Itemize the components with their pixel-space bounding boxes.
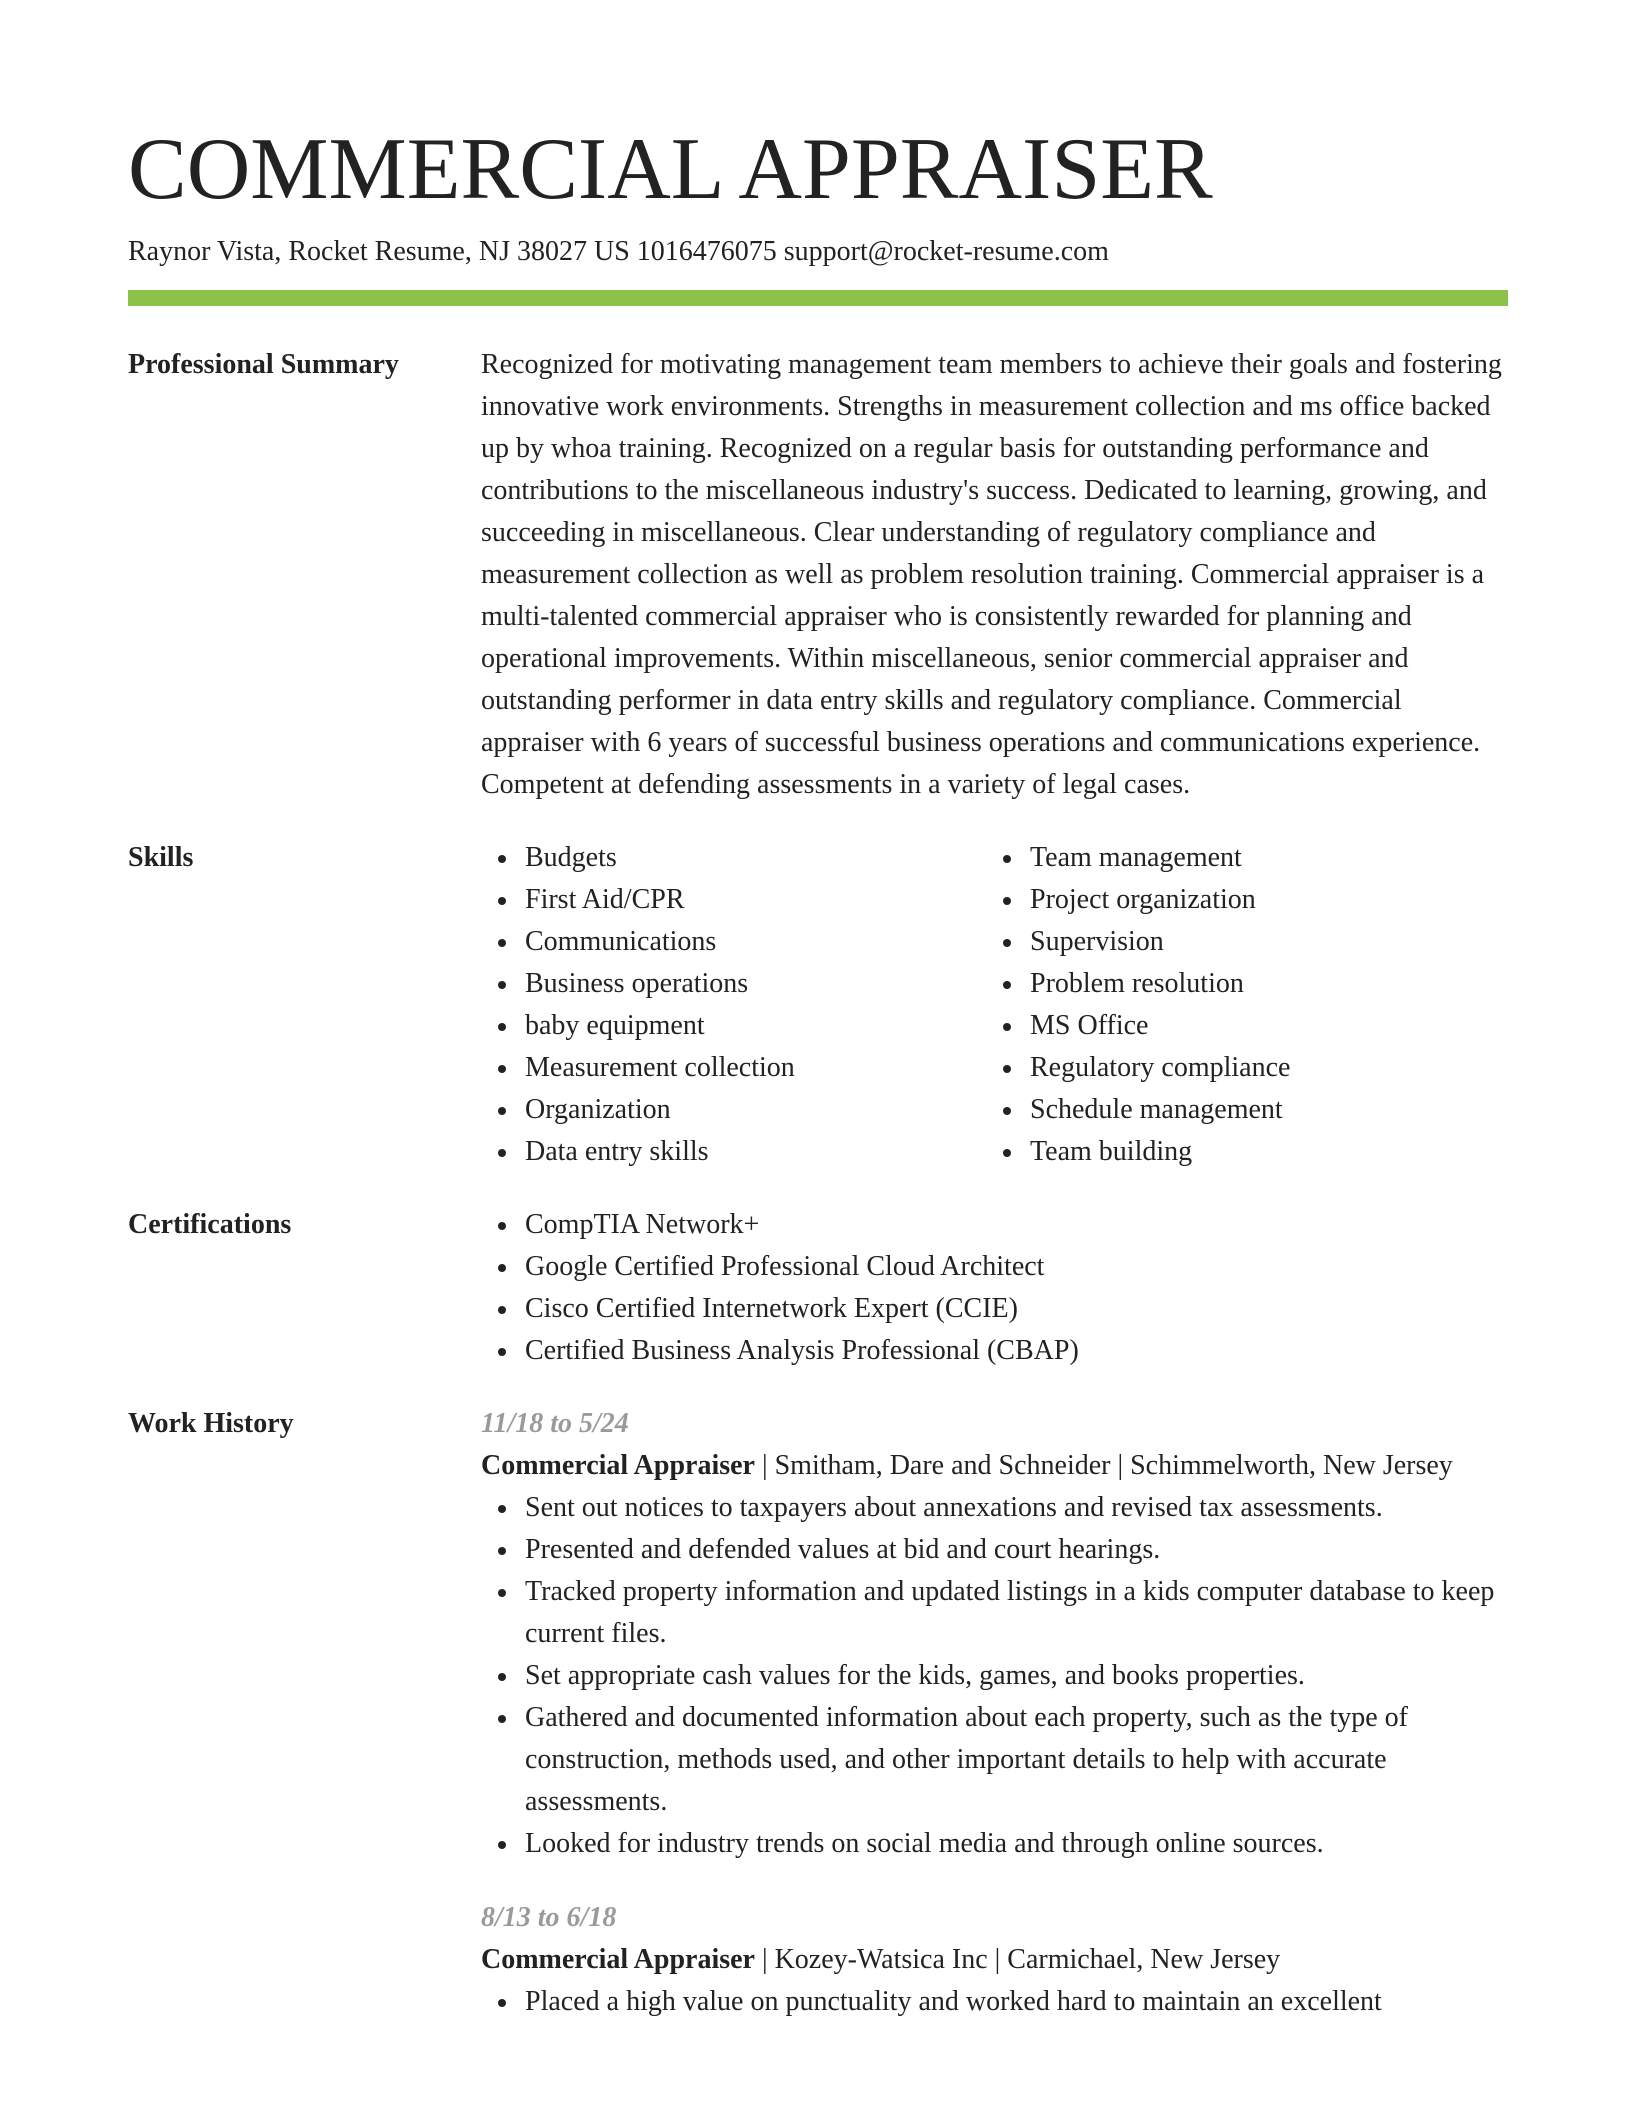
work-history-heading: Work History	[128, 1408, 294, 1439]
list-item: baby equipment	[525, 1005, 986, 1047]
list-item: Project organization	[1030, 879, 1491, 921]
list-item: Supervision	[1030, 921, 1491, 963]
list-item: Certified Business Analysis Professional (CBAP)	[525, 1330, 1508, 1372]
job-dates: 8/13 to 6/18	[481, 1902, 617, 1933]
certifications-list	[481, 1204, 1508, 1372]
job-title: Commercial Appraiser	[481, 1944, 755, 1975]
list-item: Sent out notices to taxpayers about annexations and revised tax assessments.	[525, 1487, 1508, 1529]
certifications-section	[128, 1204, 1508, 1372]
list-item: Presented and defended values at bid and court hearings.	[525, 1529, 1508, 1571]
job-entry	[481, 1403, 1508, 1865]
work-history-section	[128, 1403, 1508, 2023]
accent-divider	[128, 290, 1508, 306]
skills-heading: Skills	[128, 842, 194, 873]
job-dates: 11/18 to 5/24	[481, 1408, 629, 1439]
certifications-heading: Certifications	[128, 1209, 292, 1240]
resume-page	[128, 120, 1508, 2023]
list-item: Set appropriate cash values for the kids, games, and books properties.	[525, 1655, 1508, 1697]
job-title-line	[481, 1445, 1508, 1487]
list-item: Schedule management	[1030, 1089, 1491, 1131]
list-item: Placed a high value on punctuality and worked hard to maintain an excellent	[525, 1981, 1508, 2023]
job-employer-location: | Smitham, Dare and Schneider | Schimmelworth, New Jersey	[754, 1450, 1453, 1481]
job-entry	[481, 1897, 1508, 2023]
summary-section	[128, 344, 1508, 806]
list-item: Tracked property information and updated listings in a kids computer database to keep current files.	[525, 1571, 1508, 1655]
list-item: CompTIA Network+	[525, 1204, 1508, 1246]
list-item: Organization	[525, 1089, 986, 1131]
job-title-line	[481, 1939, 1508, 1981]
resume-name: COMMERCIAL APPRAISER	[128, 121, 1213, 218]
list-item: Google Certified Professional Cloud Architect	[525, 1246, 1508, 1288]
skills-list-right	[986, 837, 1491, 1173]
job-duties-list	[481, 1487, 1508, 1865]
skills-section	[128, 837, 1508, 1173]
job-duties-list	[481, 1981, 1508, 2023]
list-item: MS Office	[1030, 1005, 1491, 1047]
summary-heading: Professional Summary	[128, 349, 399, 380]
list-item: Team management	[1030, 837, 1491, 879]
job-employer-location: | Kozey-Watsica Inc | Carmichael, New Jersey	[754, 1944, 1281, 1975]
list-item: Gathered and documented information about each property, such as the type of construction, methods used, and other important details to help with accurate assessments.	[525, 1697, 1508, 1823]
list-item: Team building	[1030, 1131, 1491, 1173]
list-item: Regulatory compliance	[1030, 1047, 1491, 1089]
list-item: Communications	[525, 921, 986, 963]
list-item: First Aid/CPR	[525, 879, 986, 921]
job-title: Commercial Appraiser	[481, 1450, 755, 1481]
skills-list-left	[481, 837, 986, 1173]
list-item: Looked for industry trends on social media and through online sources.	[525, 1823, 1508, 1865]
list-item: Data entry skills	[525, 1131, 986, 1173]
contact-line: Raynor Vista, Rocket Resume, NJ 38027 US 1016476075 support@rocket-resume.com	[128, 236, 1109, 267]
list-item: Problem resolution	[1030, 963, 1491, 1005]
list-item: Cisco Certified Internetwork Expert (CCIE)	[525, 1288, 1508, 1330]
list-item: Measurement collection	[525, 1047, 986, 1089]
list-item: Budgets	[525, 837, 986, 879]
list-item: Business operations	[525, 963, 986, 1005]
summary-text: Recognized for motivating management team members to achieve their goals and fostering innovative work environments. Strengths in measurement collection and ms office backed up by whoa training. Recognized on a regular basis for outstanding performance and contributions to the miscellaneous industry's success. Dedicated to learning, growing, and succeeding in miscellaneous. Clear understanding of regulatory compliance and measurement collection as well as problem resolution training. Commercial appraiser is a multi-talented commercial appraiser who is consistently rewarded for planning and operational improvements. Within miscellaneous, senior commercial appraiser and outstanding performer in data entry skills and regulatory compliance. Commercial appraiser with 6 years of successful business operations and communications experience. Competent at defending assessments in a variety of legal cases.	[481, 349, 1502, 800]
